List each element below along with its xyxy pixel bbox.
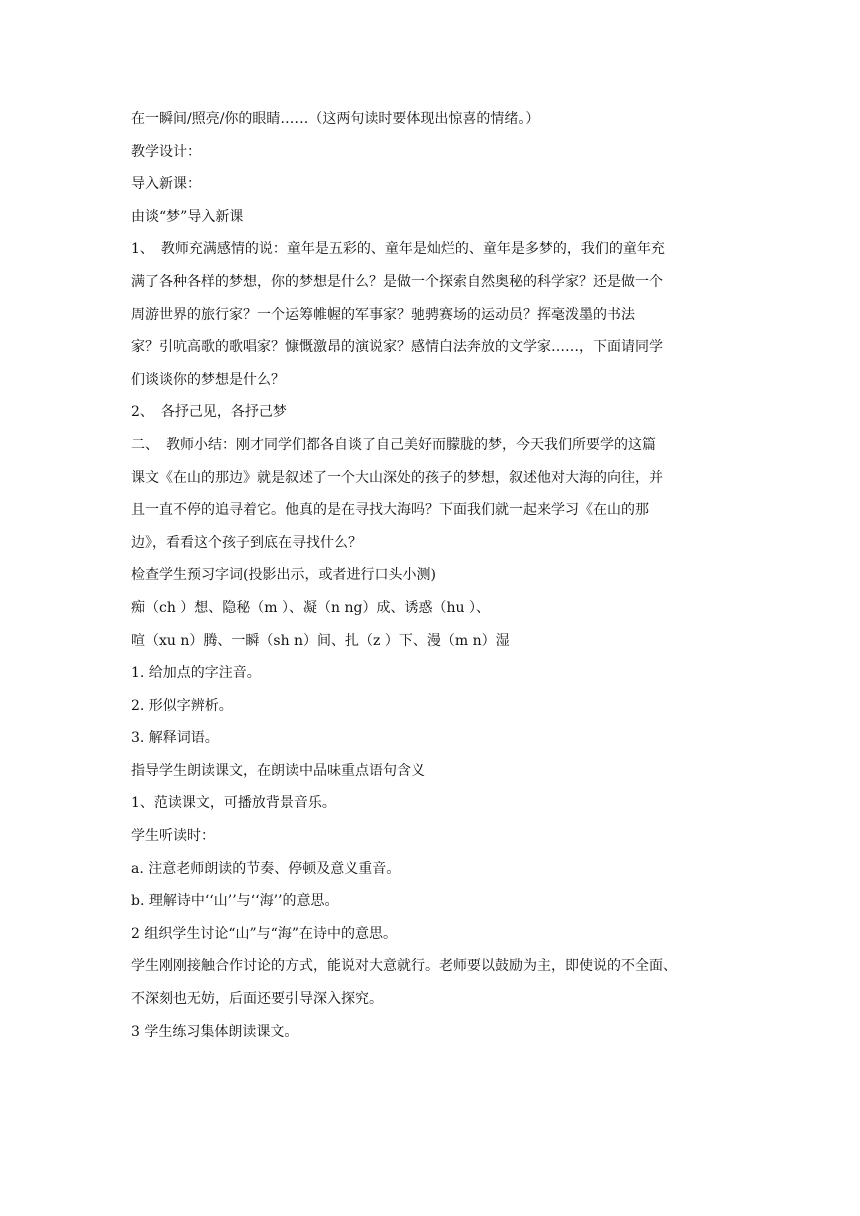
text-line: 2 组织学生讨论“山”与“海”在诗中的意思。: [131, 925, 397, 942]
text-line: 在一瞬间/照亮/你的眼睛……（这两句读时要体现出惊喜的情绪。）: [131, 111, 540, 127]
list-item: 3. 解释词语。: [131, 730, 219, 747]
text-line: 痴（ch ）想、隐秘（m ）、凝（n ng）成、诱惑（hu ）、: [131, 599, 490, 616]
text-line: 满了各种各样的梦想，你的梦想是什么？是做一个探索自然奥秘的科学家？还是做一个: [131, 273, 663, 290]
text-line: 课文《在山的那边》就是叙述了一个大山深处的孩子的梦想，叙述他对大海的向往，并: [131, 469, 663, 486]
text-line: 边》，看看这个孩子到底在寻找什么？: [131, 534, 362, 551]
section-heading: 导入新课：: [131, 176, 201, 193]
text-line: 学生听读时：: [131, 828, 215, 845]
text-line: 2、 各抒己见，各抒己梦: [131, 404, 287, 421]
list-item: 2. 形似字辨析。: [131, 697, 233, 714]
section-heading: 教学设计：: [131, 143, 201, 160]
text-line: 且一直不停的追寻着它。他真的是在寻找大海吗？下面我们就一起来学习《在山的那: [131, 502, 649, 519]
text-line: 周游世界的旅行家？一个运筹帷幄的军事家？驰骋赛场的运动员？挥毫泼墨的书法: [131, 306, 635, 323]
text-line: 二、 教师小结：刚才同学们都各自谈了自己美好而朦胧的梦，今天我们所要学的这篇: [131, 436, 656, 453]
text-line: 喧（xu n）腾、一瞬（sh n）间、扎（z ）下、漫（m n）湿: [131, 632, 510, 649]
text-line: 检查学生预习字词(投影出示，或者进行口头小测): [131, 567, 436, 584]
text-line: 1、 教师充满感情的说：童年是五彩的、童年是灿烂的、童年是多梦的，我们的童年充: [131, 241, 665, 258]
text-line: 1、范读课文，可播放背景音乐。: [131, 795, 336, 812]
list-item: 1. 给加点的字注音。: [131, 665, 261, 682]
text-line: 学生刚刚接触合作讨论的方式，能说对大意就行。老师要以鼓励为主，即使说的不全面、: [131, 958, 677, 975]
text-line: 指导学生朗读课文，在朗读中品味重点语句含义: [131, 762, 425, 779]
text-line: 3 学生练习集体朗读课文。: [131, 1023, 299, 1040]
text-line: 家？引吭高歌的歌唱家？慷慨激昂的演说家？感情白法奔放的文学家……，下面请同学: [131, 339, 663, 356]
document-body: [131, 109, 731, 1054]
list-item: a. 注意老师朗读的节奏、停顿及意义重音。: [131, 860, 401, 877]
text-line: 们谈谈你的梦想是什么？: [131, 371, 285, 388]
text-line: 由谈“梦”导入新课: [131, 208, 244, 225]
text-line: 不深刻也无妨，后面还要引导深入探究。: [131, 991, 383, 1008]
list-item: b. 理解诗中‘‘山’’与‘‘海’’的意思。: [131, 893, 339, 910]
